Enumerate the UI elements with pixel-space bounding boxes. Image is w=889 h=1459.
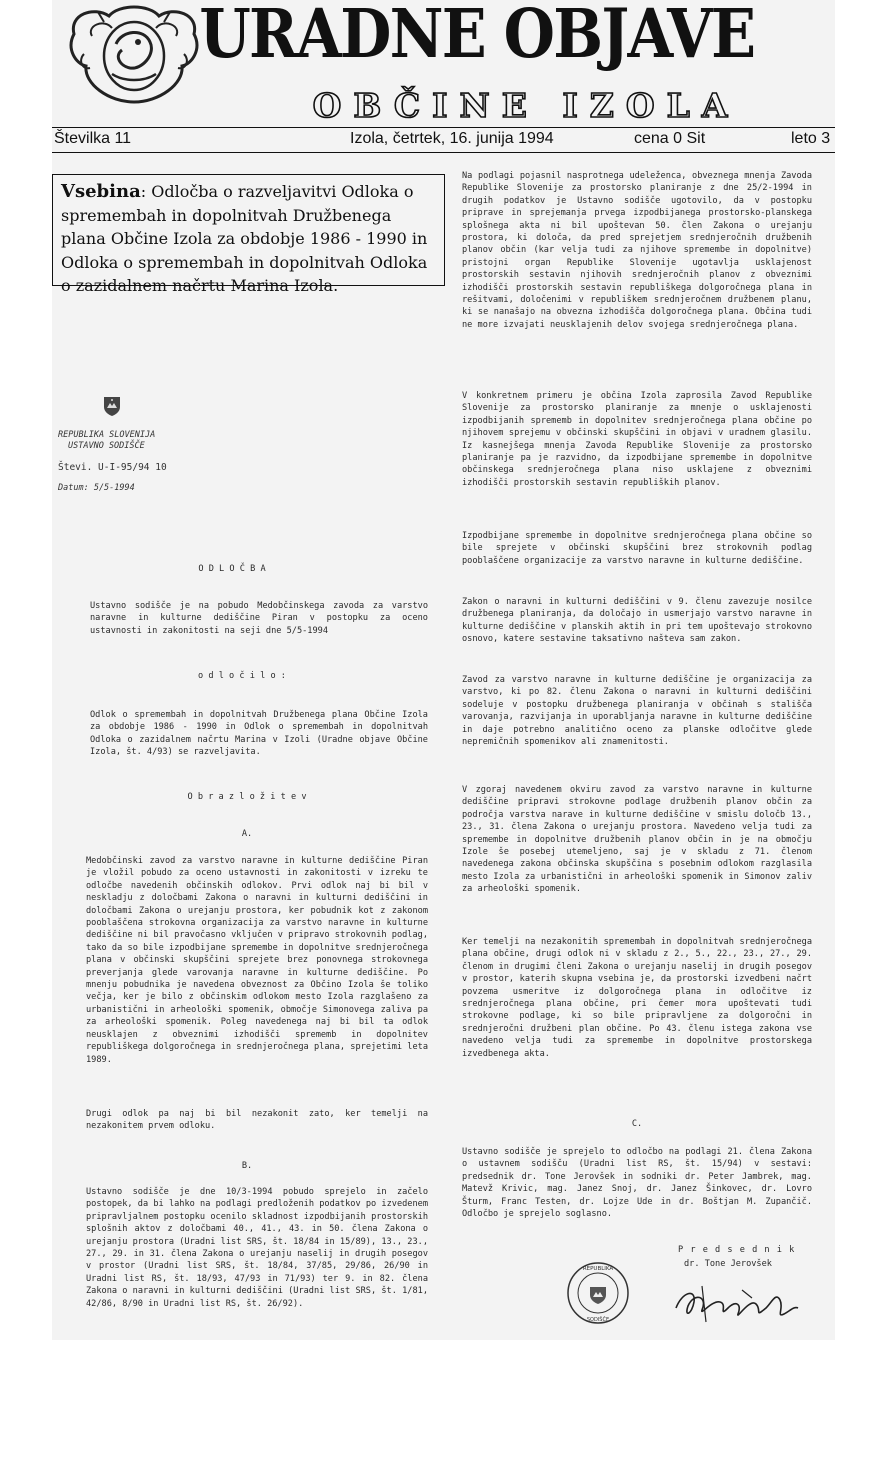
section-a-heading: A.: [241, 829, 253, 839]
section-b-heading: B.: [241, 1161, 253, 1171]
president-signature: [672, 1278, 802, 1326]
case-number: Števi. U-I-95/94 10: [58, 462, 167, 473]
issue-price: cena 0 Sit: [634, 130, 706, 147]
section-a-paragraph-1: Medobčinski zavod za varstvo naravne in kulturne dediščine Piran je vložil pobudo za oceno ustavnosti in zakonitosti v izreku te odločbe navedenih občinskih odlokov. Prvi odlok naj bi bil v neskladju z določbami Zakona o naravni in kulturni dediščini in določbami Zakona o urejanju prostora, ker pobudnik kot z zakonom pooblaščena strokovna organizacija za varstvo naravne in kulturne dediščine ni bil pravočasno vključen v pripravo strokovnih podlag, tako da so bile izpodbijane spremembe in dopolnitve srednjeročnega plana v občinski skupščini sprejete brez ponovnega strokovnega preverjanja glede varovanja naravne in kulturne dediščine. Po mnenju pobudnika je navedena obveznost za Občino Izola še toliko večja, ker je bilo z občinskim odlokom mesto Izola razglašeno za urbanistični in arheološki spomenik, območje Simonovega zaliva pa za arheološki spomenik. Poleg navedenega naj bi bil ta odlok neusklajen z obveznimi izhodišči sprememb in dopolnitev republiškega dolgoročnega in srednjeročnega plana, sprejetimi leta 1989.: [86, 856, 428, 1065]
masthead-title: URADNE OBJAVE: [199, 0, 755, 73]
president-title: P r e d s e d n i k: [678, 1245, 796, 1255]
masthead-subtitle: OBČINE IZOLA: [312, 86, 740, 125]
section-c-paragraph: Ustavno sodišče je sprejelo to odločbo na podlagi 21. člena Zakona o ustavnem sodišču (Uradni list RS, št. 15/94) v sestavi: predsednik dr. Tone Jerovšek in sodniki dr. Peter Jambrek, mag. Matevž Krivic, mag. Janez Snoj, dr. Janez Šinkovec, dr. Lovro Šturm, Franc Testen, dr. Lojze Ude in dr. Boštjan M. Zupančič. Odločbo je sprejelo soglasno.: [462, 1147, 812, 1220]
court-seal-stamp: [566, 1261, 630, 1325]
court-header: [58, 430, 167, 494]
president-name: dr. Tone Jerovšek: [684, 1259, 772, 1269]
decision-heading: O D L O Č B A: [198, 564, 266, 574]
right-paragraph-2: V konkretnem primeru je občina Izola zaprosila Zavod Republike Slovenije za prostorsko planiranje za mnenje o usklajenosti izpodbijanih sprememb in dopolnitev srednjeročnega plana občine po njihovem sprejemu v občinski skupščini in objavi v uradnem glasilu. Iz kasnejšega mnenja Zavoda Republike Slovenije za prostorsko planiranje pa je razvidno, da izpodbijane spremembe in dopolnitve občinskega srednjeročnega plana niso usklajene z obveznimi izhodišči prostorskih sestavin republiških planov.: [462, 391, 812, 488]
svg-text:REPUBLIKA: REPUBLIKA: [582, 1266, 614, 1272]
right-paragraph-4: Zakon o naravni in kulturni dediščini v 9. členu zavezuje nosilce družbenega planiranja, da določajo in usmerjajo varstvo naravne in kulturne dediščine v planskih aktih in pri tem upoštevajo strokovno osnovo, katere sestavine taksativno našteva sam zakon.: [462, 597, 812, 645]
masthead-rule-top: [52, 127, 835, 128]
slovenia-coat-of-arms-icon: [101, 395, 123, 417]
court-name-line2: USTAVNO SODIŠČE: [68, 441, 145, 451]
right-paragraph-5: Zavod za varstvo naravne in kulturne dediščine je organizacija za varstvo, ki po 82. členu Zakona o naravni in kulturni dediščini sodeluje v postopku družbenega planiranja v občinah s stališča varovanja, razvijanja in uporabljanja naravne in kulturne dediščine in daje potrebno analitično oceno za planske odločitve glede nepremičnih spomenikov ali znamenitosti.: [462, 675, 812, 748]
reasoning-heading: O b r a z l o ž i t e v: [187, 792, 307, 802]
ruling-text: Odlok o spremembah in dopolnitvah Družbenega plana Občine Izola za obdobje 1986 - 1990 in Odlok o spremembah in dopolnitvah Odloka o zazidalnem načrtu Marina v Izoli (Uradne objave Občine Izola, št. 4/93) se razveljavita.: [90, 710, 428, 758]
document-page: [52, 0, 835, 1340]
izola-crest-logo: [64, 4, 204, 104]
svg-text:SODIŠČE: SODIŠČE: [586, 1317, 610, 1323]
decision-intro: Ustavno sodišče je na pobudo Medobčinskega zavoda za varstvo naravne in kulturne dediščine Piran v postopku za oceno ustavnosti in zakonitosti na seji dne 5/5-1994: [90, 601, 428, 636]
issue-place-date: Izola, četrtek, 16. junija 1994: [350, 130, 554, 147]
issue-year: leto 3: [791, 130, 831, 147]
court-name-line1: REPUBLIKA SLOVENIJA: [58, 430, 156, 440]
decision-date: Datum: 5/5-1994: [58, 483, 135, 493]
section-c-heading: C.: [631, 1119, 643, 1129]
contents-label: Vsebina: [61, 181, 141, 202]
contents-text: : Odločba o razveljavitvi Odloka o spremembah in dopolnitvah Družbenega plana Občine Izola za obdobje 1986 - 1990 in Odloka o spremembah in dopolnitvah Odloka o zazidalnem načrtu Marina Izola.: [61, 182, 428, 295]
right-paragraph-7: Ker temelji na nezakonitih spremembah in dopolnitvah srednjeročnega plana občine, drugi odlok ni v skladu z 2., 5., 22., 23., 27., 29. členom in drugimi členi Zakona o urejanju naselij in drugih posegov v prostor, katerih skupna vsebina je, da prostorski izvedbeni načrt povzema usmeritve iz dolgoročnega plana in odločitve iz srednjeročnega plana občine, pri čemer mora upoštevati tudi strokovne podlage, ki so bile pripravljene za dolgoročni in srednjeročni družbeni plan občine. Po 43. členu istega zakona vse navedeno velja tudi za spremembe in dopolnitve prostorskega izvedbenega akta.: [462, 937, 812, 1059]
section-a-paragraph-2: Drugi odlok pa naj bi bil nezakonit zato, ker temelji na nezakonitem prvem odloku.: [86, 1109, 428, 1132]
masthead-rule-bottom: [52, 152, 835, 153]
contents-box: [52, 174, 445, 295]
right-paragraph-3: Izpodbijane spremembe in dopolnitve srednjeročnega plana občine so bile sprejete v občinski skupščini brez strokovnih podlag pooblaščene organizacije za varstvo naravne in kulturne dediščine.: [462, 531, 812, 566]
section-b-paragraph-1: Ustavno sodišče je dne 10/3-1994 pobudo sprejelo in začelo postopek, da bi lahko na podlagi predloženih podatkov po izvedenem pripravljalnem postopku ocenilo skladnost izpodbijanih prostorskih splošnih aktov z določbami 40., 41., 43. in 50. člena Zakona o urejanju prostora (Uradni list SRS, št. 18/84 in 15/89), 13., 23., 27., 29. in 31. člena Zakona o urejanju naselij in drugih posegov v prostor (Uradni list SRS, št. 18/84, 37/85, 29/86, 26/90 in Uradni list RS, št. 18/93, 47/93 in 71/93) ter 9. in 82. člena Zakona o naravni in kulturni dediščini (Uradni list SRS, št. 1/81, 42/86, 8/90 in Uradni list RS, št. 26/92).: [86, 1187, 428, 1309]
issue-number: Številka 11: [54, 130, 132, 147]
right-paragraph-6: V zgoraj navedenem okviru zavod za varstvo naravne in kulturne dediščine pripravi strokovne podlage družbenih planov občin za področja varstva narave in kulturne dediščine v smislu določb 13., 23., 31. člena Zakona o urejanju prostora. Navedeno velja tudi za spremembe in dopolnitve družbenih planov občin in je na območju Izole še posebej utemeljeno, saj je v skladu z 71. členom navedenega zakona občinska skupščina s posebnim odlokom razglasila mesto Izola za urbanistični in arheološki spomenik in Simonov zaliv za arheološki spomenik.: [462, 785, 812, 895]
right-paragraph-1: Na podlagi pojasnil nasprotnega udeleženca, obveznega mnenja Zavoda Republike Slovenije za prostorsko planiranje z dne 25/2-1994 in drugih podatkov je Ustavno sodišče ugotovilo, da v postopku priprave in sprejemanja prvega izpodbijanega prostorsko-planskega splošnega akta ni bil upoštevan 50. člen Zakona o urejanju prostora, ki določa, da pred sprejetjem srednjeročnih družbenih planov občin (kar velja tudi za njihove spremembe in dopolnitve) pristojni organ Republike Slovenije ugotavlja usklajenost prostorskih sestavin njihovih srednjeročnih planov z obveznimi izhodišči prostorskih sestavin republiškega dolgoročnega plana in rešitvami, določenimi v republiškem srednjeročnem družbenem planu, ki se nanašajo na obvezna izhodišča dolgoročnega plana. Občina tudi ne more izvajati neusklajenih delov svojega srednjeročnega plana.: [462, 171, 812, 330]
decided-heading: o d l o č i l o :: [198, 671, 286, 681]
